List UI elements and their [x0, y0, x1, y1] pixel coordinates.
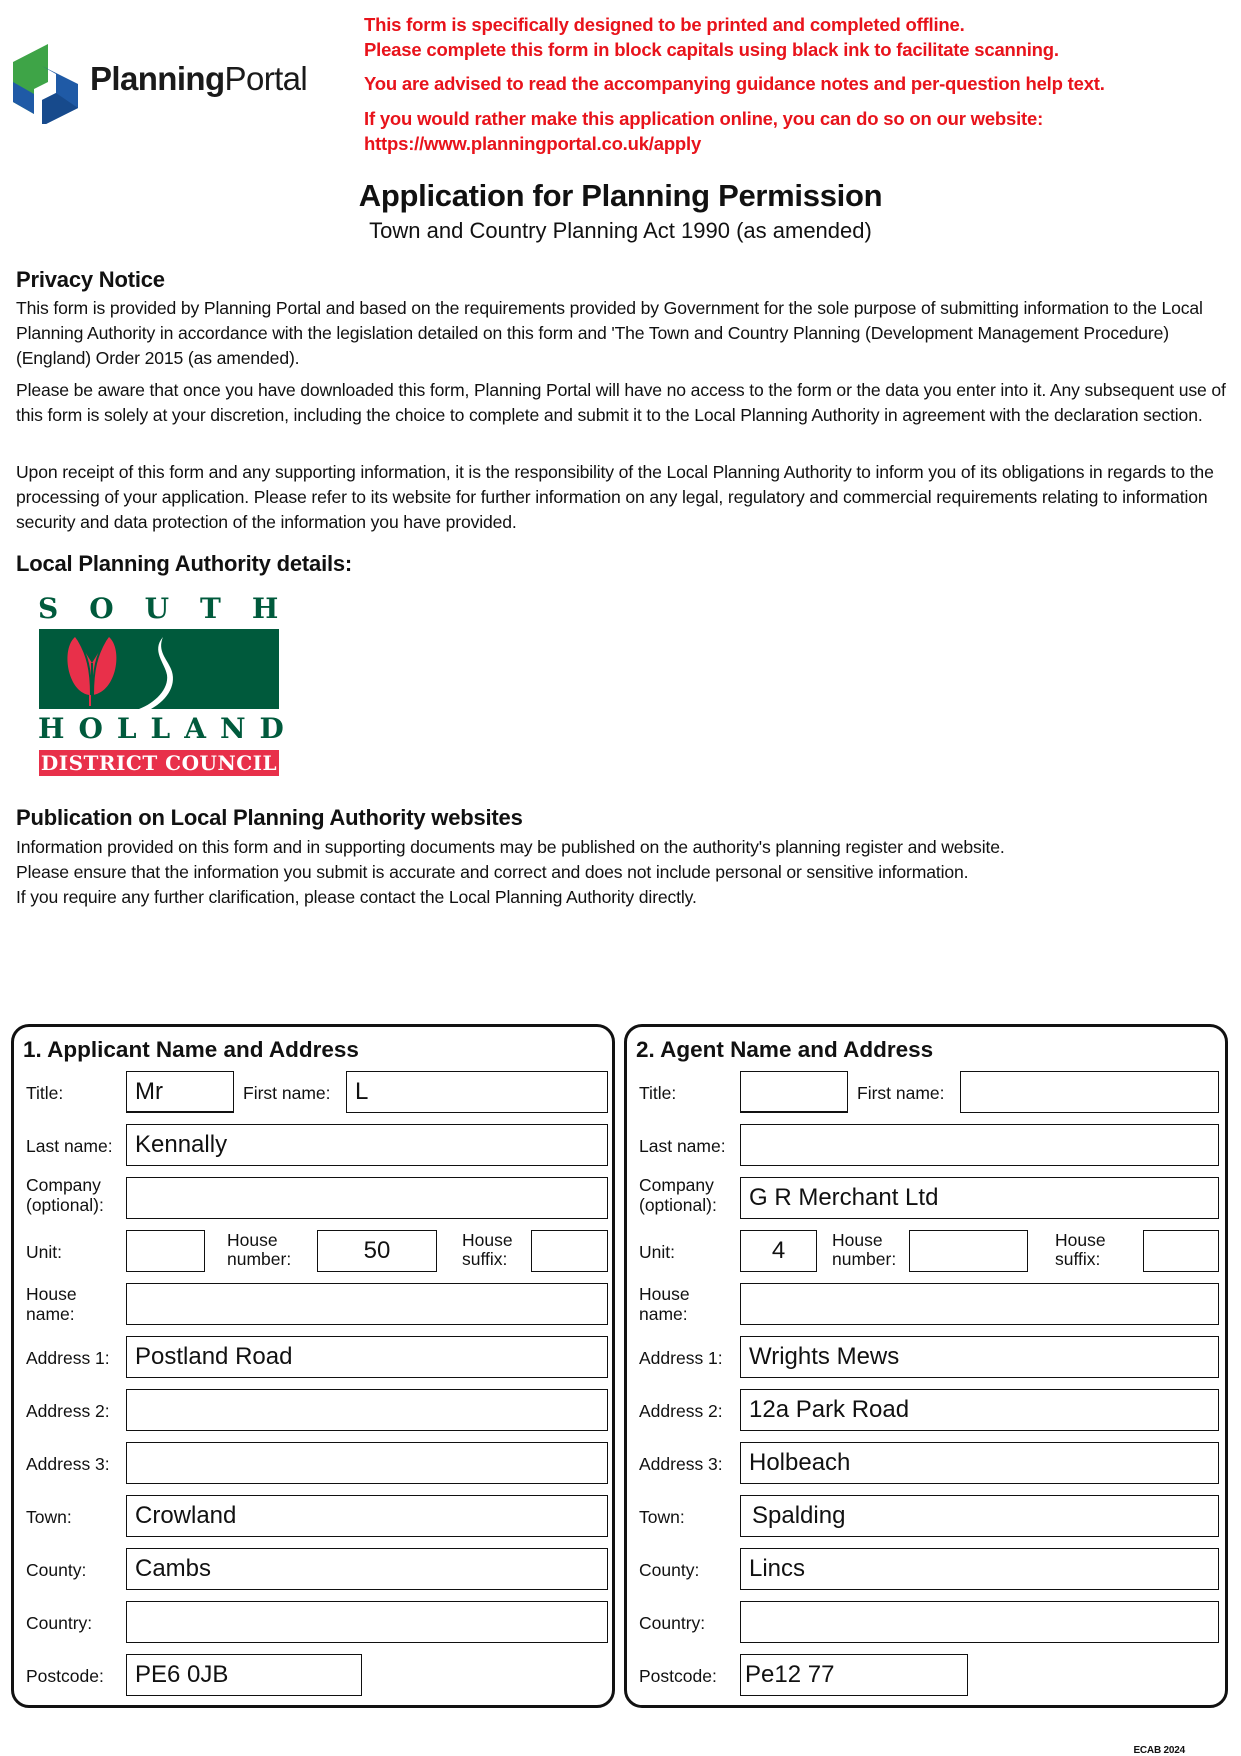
planning-portal-logo: [12, 44, 312, 124]
planning-portal-logo-icon: [12, 44, 82, 124]
agent-panel: [624, 1024, 1228, 1708]
agent-country-field[interactable]: [740, 1601, 1219, 1643]
agent-address1-field[interactable]: Wrights Mews: [740, 1336, 1219, 1378]
applicant-county-label: County:: [26, 1560, 87, 1580]
agent-company-field[interactable]: G R Merchant Ltd: [740, 1177, 1219, 1219]
apply-online-link[interactable]: https://www.planningportal.co.uk/apply: [364, 133, 702, 154]
lpa-heading: Local Planning Authority details:: [16, 551, 353, 576]
agent-first-name-label: First name:: [857, 1083, 945, 1103]
shdc-top-text: SOUTH: [38, 592, 310, 625]
publication-line-3: If you require any further clarification, please contact the Local Planning Authority directly.: [16, 887, 697, 907]
notice-block-capitals: Please complete this form in block capitals using black ink to facilitate scanning.: [364, 39, 1059, 60]
agent-house-name-field[interactable]: [740, 1283, 1219, 1325]
applicant-house-number-label-1: House: [227, 1230, 278, 1250]
agent-town-field[interactable]: Spalding: [740, 1495, 1219, 1537]
agent-house-suffix-label-1: House: [1055, 1230, 1106, 1250]
applicant-house-suffix-label-2: suffix:: [462, 1249, 508, 1269]
applicant-postcode-field[interactable]: PE6 0JB: [126, 1654, 362, 1696]
agent-house-number-field[interactable]: [909, 1230, 1028, 1272]
applicant-title-field[interactable]: Mr: [126, 1071, 234, 1113]
notice-online: If you would rather make this application online, you can do so on our website:: [364, 108, 1044, 129]
agent-address1-label: Address 1:: [639, 1348, 723, 1368]
wordmark-bold: Planning: [90, 60, 225, 97]
agent-address3-field[interactable]: Holbeach: [740, 1442, 1219, 1484]
applicant-title-label: Title:: [26, 1083, 64, 1103]
agent-last-name-field[interactable]: [740, 1124, 1219, 1166]
applicant-last-name-field[interactable]: Kennally: [126, 1124, 608, 1166]
agent-house-suffix-field[interactable]: [1143, 1230, 1219, 1272]
applicant-house-suffix-field[interactable]: [531, 1230, 608, 1272]
applicant-company-label-1: Company: [26, 1175, 101, 1195]
applicant-first-name-field[interactable]: L: [346, 1071, 608, 1113]
applicant-unit-label: Unit:: [26, 1242, 62, 1262]
applicant-address2-field[interactable]: [126, 1389, 608, 1431]
planning-portal-wordmark: [90, 60, 307, 98]
agent-first-name-field[interactable]: [960, 1071, 1219, 1113]
applicant-country-label: Country:: [26, 1613, 93, 1633]
applicant-last-name-label: Last name:: [26, 1136, 113, 1156]
agent-last-name-label: Last name:: [639, 1136, 726, 1156]
applicant-town-field[interactable]: Crowland: [126, 1495, 608, 1537]
notice-guidance: You are advised to read the accompanying guidance notes and per-question help text.: [364, 73, 1105, 94]
applicant-address1-field[interactable]: Postland Road: [126, 1336, 608, 1378]
agent-postcode-label: Postcode:: [639, 1666, 717, 1686]
publication-line-1: Information provided on this form and in supporting documents may be published on the authority's planning register and website.: [16, 837, 1005, 857]
agent-house-suffix-label-2: suffix:: [1055, 1249, 1101, 1269]
agent-unit-field[interactable]: 4: [740, 1230, 817, 1272]
wordmark-light: Portal: [224, 60, 308, 97]
tulip-icon: [39, 629, 279, 709]
agent-title-label: Title:: [639, 1083, 677, 1103]
page-subtitle: Town and Country Planning Act 1990 (as amended): [369, 218, 872, 243]
applicant-company-label-2: (optional):: [26, 1195, 104, 1215]
applicant-house-number-field[interactable]: 50: [317, 1230, 437, 1272]
shdc-bottom-text: DISTRICT COUNCIL: [40, 751, 278, 775]
agent-county-field[interactable]: Lincs: [740, 1548, 1219, 1590]
agent-title-field[interactable]: [740, 1071, 848, 1113]
applicant-panel: [11, 1024, 615, 1708]
publication-line-2: Please ensure that the information you submit is accurate and correct and does not include personal or sensitive information.: [16, 862, 969, 882]
privacy-paragraph-2: Please be aware that once you have downloaded this form, Planning Portal will have no access to the form or the data you enter into it. Any subsequent use of this form is solely at your discretion, including the choice to complete and submit it to the Local Planning Authority in agreement with the declaration section.: [16, 380, 1226, 425]
shdc-middle-text: HOLLAND: [38, 712, 298, 745]
south-holland-logo: [38, 592, 310, 778]
agent-postcode-field[interactable]: Pe12 77: [740, 1654, 968, 1696]
agent-company-label-1: Company: [639, 1175, 714, 1195]
page-title: Application for Planning Permission: [358, 178, 883, 213]
agent-house-name-label-2: name:: [639, 1304, 688, 1324]
applicant-house-name-field[interactable]: [126, 1283, 608, 1325]
publication-heading: Publication on Local Planning Authority websites: [16, 805, 523, 830]
agent-address2-label: Address 2:: [639, 1401, 723, 1421]
privacy-paragraph-1: This form is provided by Planning Portal and based on the requirements provided by Government for the sole purpose of submitting information to the Local Planning Authority in accordance with the legislation detailed on this form and 'The Town and Country Planning (Development Management Procedure) (England) Order 2015 (as amended).: [16, 298, 1203, 368]
form-code: ECAB 2024: [1133, 1745, 1185, 1756]
applicant-address2-label: Address 2:: [26, 1401, 110, 1421]
agent-house-number-label-1: House: [832, 1230, 883, 1250]
agent-heading: 2. Agent Name and Address: [636, 1037, 934, 1062]
applicant-address3-field[interactable]: [126, 1442, 608, 1484]
agent-county-label: County:: [639, 1560, 700, 1580]
agent-town-label: Town:: [639, 1507, 685, 1527]
agent-address3-label: Address 3:: [639, 1454, 723, 1474]
agent-address2-field[interactable]: 12a Park Road: [740, 1389, 1219, 1431]
privacy-paragraph-3: Upon receipt of this form and any supporting information, it is the responsibility of the Local Planning Authority to inform you of its obligations in regards to the processing of your application. Please refer to its website for further information on any legal, regulatory and commercial requirements relating to information security and data protection of the information you have provided.: [16, 462, 1214, 532]
agent-company-label-2: (optional):: [639, 1195, 717, 1215]
agent-country-label: Country:: [639, 1613, 706, 1633]
applicant-town-label: Town:: [26, 1507, 72, 1527]
applicant-unit-field[interactable]: [126, 1230, 205, 1272]
applicant-house-number-label-2: number:: [227, 1249, 292, 1269]
applicant-house-suffix-label-1: House: [462, 1230, 513, 1250]
applicant-house-name-label-1: House: [26, 1284, 77, 1304]
applicant-country-field[interactable]: [126, 1601, 608, 1643]
notice-offline: This form is specifically designed to be printed and completed offline.: [364, 14, 965, 35]
privacy-heading: Privacy Notice: [16, 267, 165, 292]
applicant-heading: 1. Applicant Name and Address: [23, 1037, 359, 1062]
applicant-postcode-label: Postcode:: [26, 1666, 104, 1686]
agent-house-number-label-2: number:: [832, 1249, 897, 1269]
agent-unit-label: Unit:: [639, 1242, 675, 1262]
applicant-first-name-label: First name:: [243, 1083, 331, 1103]
applicant-county-field[interactable]: Cambs: [126, 1548, 608, 1590]
applicant-address3-label: Address 3:: [26, 1454, 110, 1474]
agent-house-name-label-1: House: [639, 1284, 690, 1304]
applicant-company-field[interactable]: [126, 1177, 608, 1219]
applicant-house-name-label-2: name:: [26, 1304, 75, 1324]
applicant-address1-label: Address 1:: [26, 1348, 110, 1368]
